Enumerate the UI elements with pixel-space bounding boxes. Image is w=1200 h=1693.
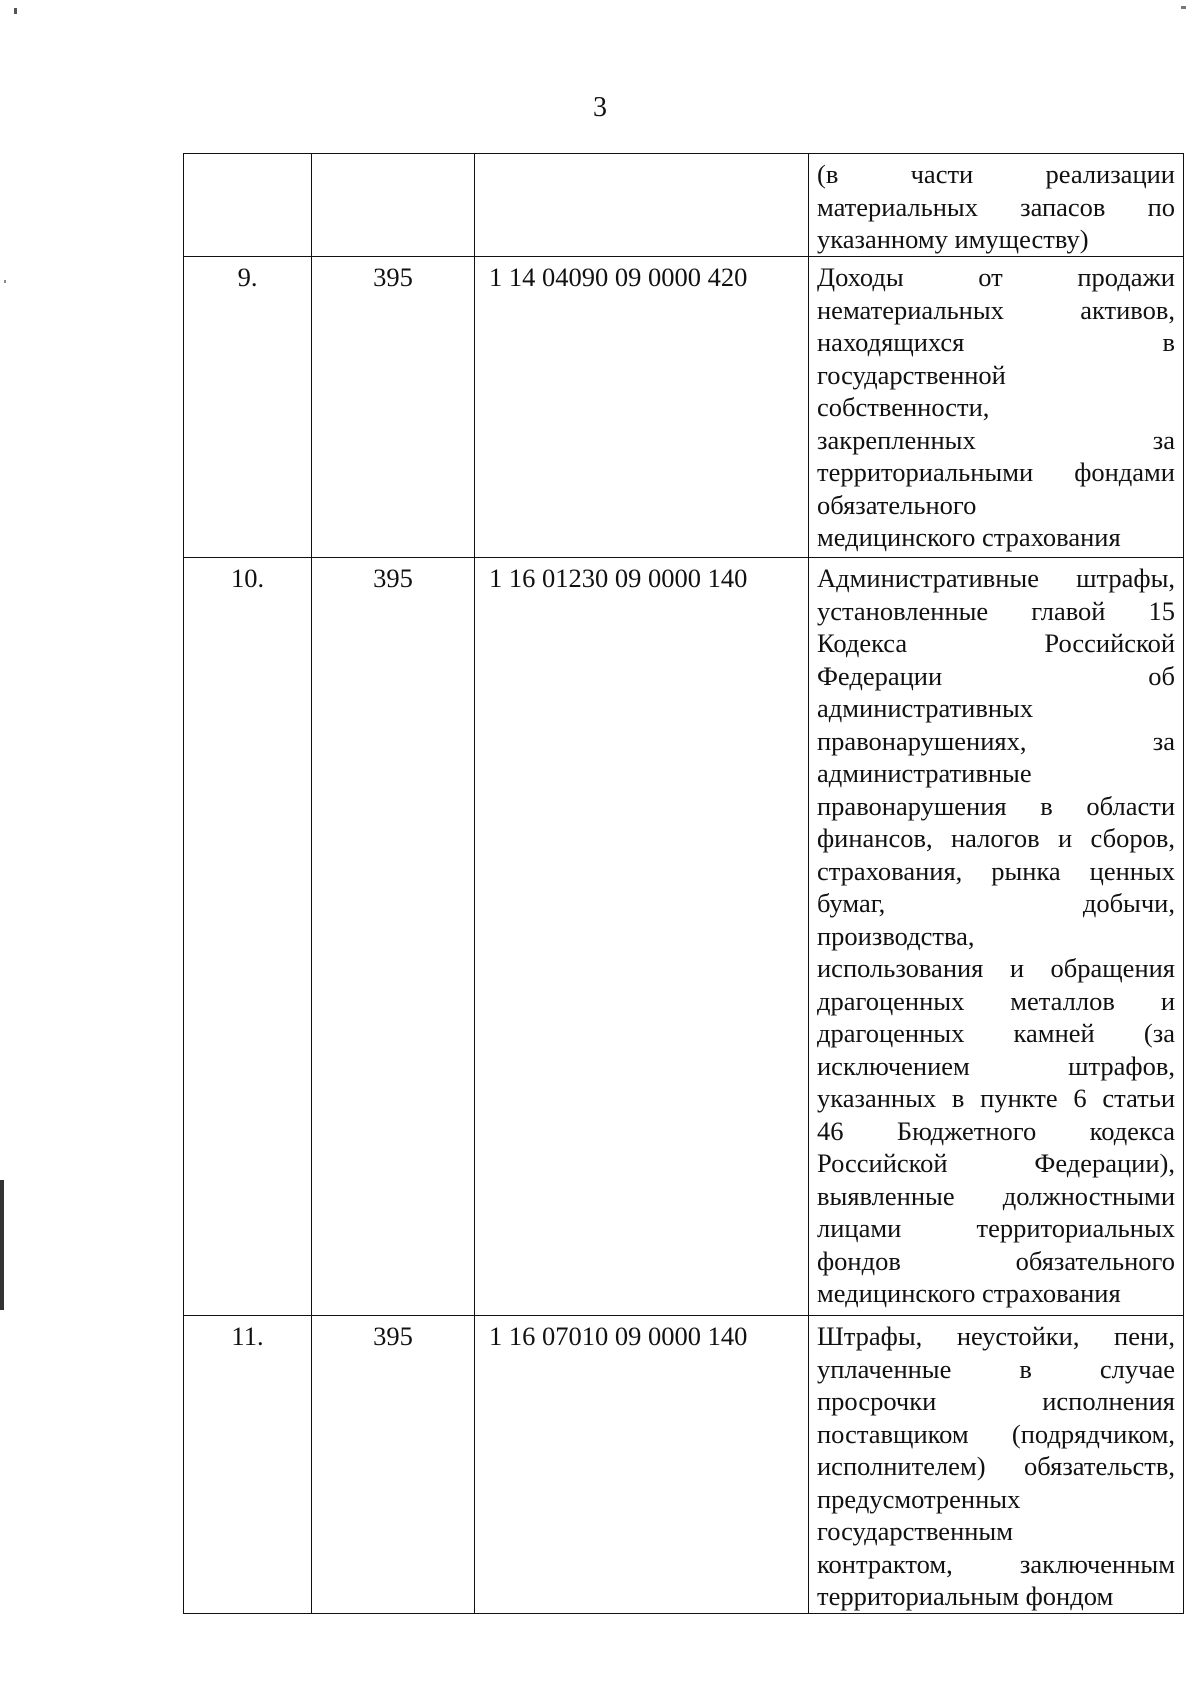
description-line: Штрафы, неустойки, пени, bbox=[817, 1321, 1175, 1351]
row-number-cell: 9. bbox=[184, 257, 312, 558]
admin-code-cell bbox=[312, 154, 475, 257]
admin-code-cell: 395 bbox=[312, 1316, 475, 1614]
description-line: нематериальных активов, bbox=[817, 294, 1175, 325]
description-line: государственной bbox=[817, 359, 1006, 390]
description-line: исполнителем) обязательств, bbox=[817, 1451, 1175, 1481]
description-line: выявленные должностными bbox=[817, 1180, 1175, 1211]
description-cell bbox=[809, 154, 1184, 257]
row-number-cell bbox=[184, 154, 312, 257]
description-line: финансов, налогов и сборов, bbox=[817, 823, 1175, 853]
scan-artifact bbox=[14, 8, 17, 14]
description-line: поставщиком (подрядчиком, bbox=[817, 1418, 1175, 1449]
description-line: медицинского страхования bbox=[817, 1278, 1121, 1308]
description-line: находящихся в bbox=[817, 327, 1175, 357]
description-line: медицинского страхования bbox=[817, 522, 1121, 552]
description-line: контрактом, заключенным bbox=[817, 1548, 1175, 1579]
row-number-cell: 10. bbox=[184, 558, 312, 1316]
description-line: бумаг, добычи, bbox=[817, 888, 1175, 918]
scan-artifact bbox=[0, 1180, 4, 1310]
description-line: указанных в пункте 6 статьи bbox=[817, 1083, 1175, 1113]
description-line: Российской Федерации), bbox=[817, 1148, 1175, 1178]
description-line: материальных запасов по bbox=[817, 191, 1175, 222]
description-line: Федерации об bbox=[817, 660, 1175, 691]
admin-code-cell: 395 bbox=[312, 257, 475, 558]
description-line: государственным bbox=[817, 1516, 1014, 1546]
scan-artifact bbox=[4, 280, 6, 283]
budget-code-cell bbox=[475, 154, 809, 257]
description-line: 46 Бюджетного кодекса bbox=[817, 1115, 1175, 1146]
description-line: уплаченные в случае bbox=[817, 1353, 1175, 1384]
description-line: обязательного bbox=[817, 489, 977, 520]
description-line: производства, bbox=[817, 920, 975, 951]
description-line: закрепленных за bbox=[817, 424, 1175, 455]
budget-code-cell: 1 16 07010 09 0000 140 bbox=[475, 1316, 809, 1614]
description-line: Кодекса Российской bbox=[817, 628, 1175, 658]
admin-code-cell: 395 bbox=[312, 558, 475, 1316]
description-line: предусмотренных bbox=[817, 1483, 1021, 1514]
description-line: указанному имуществу) bbox=[817, 224, 1089, 254]
description-line: собственности, bbox=[817, 392, 990, 422]
description-line: лицами территориальных bbox=[817, 1213, 1175, 1243]
description-line: Административные штрафы, bbox=[817, 563, 1175, 593]
description-cell bbox=[809, 1316, 1184, 1614]
scan-artifact bbox=[1181, 6, 1186, 9]
description-line: установленные главой 15 bbox=[817, 595, 1175, 626]
description-line: территориальными фондами bbox=[817, 457, 1175, 487]
table-row bbox=[184, 154, 1184, 257]
description-line: просрочки исполнения bbox=[817, 1386, 1175, 1416]
description-line: драгоценных металлов и bbox=[817, 985, 1175, 1016]
description-line: (в части реализации bbox=[817, 159, 1175, 189]
description-line: использования и обращения bbox=[817, 953, 1175, 983]
description-line: страхования, рынка ценных bbox=[817, 855, 1175, 886]
description-line: территориальным фондом bbox=[817, 1581, 1114, 1611]
row-number-cell: 11. bbox=[184, 1316, 312, 1614]
table-row bbox=[184, 1316, 1184, 1614]
page-number: 3 bbox=[593, 92, 607, 123]
budget-code-cell: 1 16 01230 09 0000 140 bbox=[475, 558, 809, 1316]
description-line: административных bbox=[817, 693, 1034, 723]
table-body bbox=[184, 154, 1184, 1614]
description-line: административные bbox=[817, 758, 1032, 788]
description-line: фондов обязательного bbox=[817, 1245, 1175, 1276]
description-cell bbox=[809, 257, 1184, 558]
table-row bbox=[184, 257, 1184, 558]
description-line: драгоценных камней (за bbox=[817, 1018, 1175, 1048]
revenue-codes-table bbox=[183, 153, 1184, 1614]
description-cell bbox=[809, 558, 1184, 1316]
description-line: исключением штрафов, bbox=[817, 1050, 1175, 1081]
description-line: правонарушениях, за bbox=[817, 725, 1175, 756]
description-line: правонарушения в области bbox=[817, 790, 1175, 821]
table-row bbox=[184, 558, 1184, 1316]
description-line: Доходы от продажи bbox=[817, 262, 1175, 292]
budget-code-cell: 1 14 04090 09 0000 420 bbox=[475, 257, 809, 558]
